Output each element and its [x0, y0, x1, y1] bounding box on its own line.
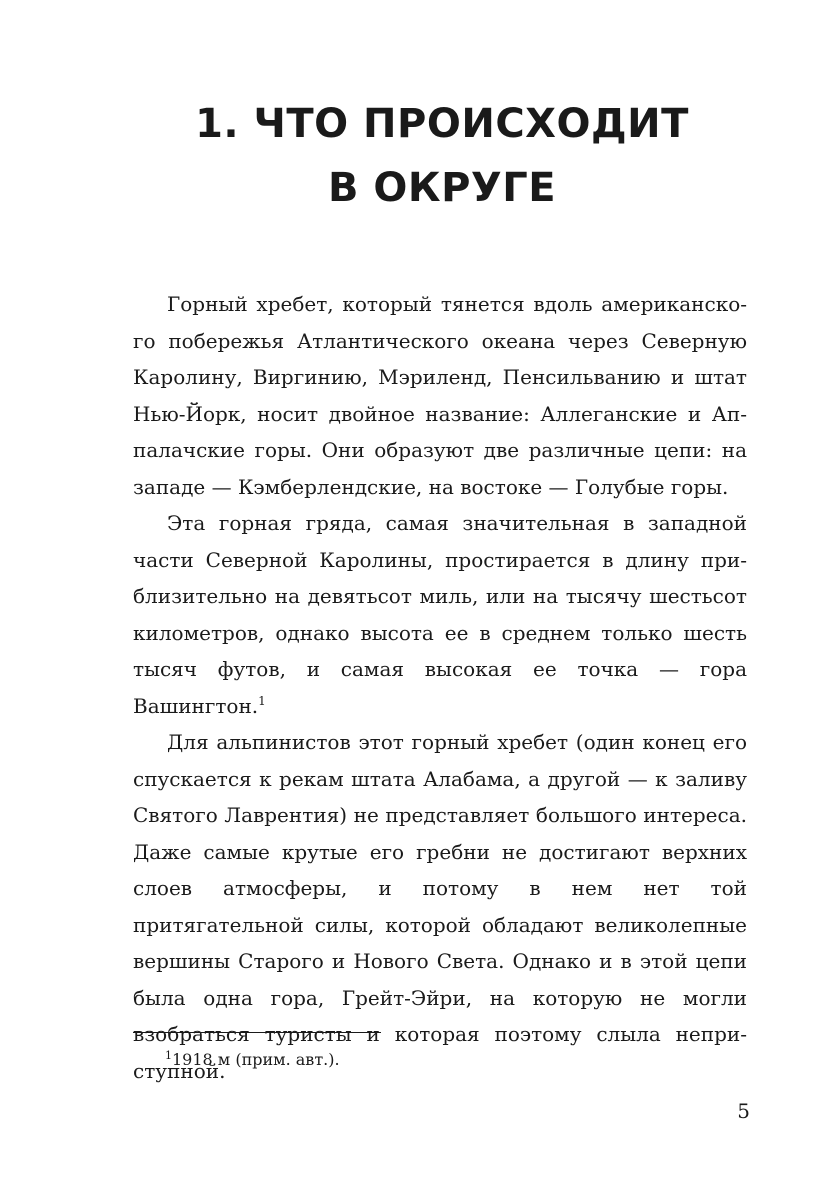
- paragraph-1: Горный хребет, который тянется вдоль американского побережья Атлантического океана через Северную Каролину, Виргинию, Мэриленд, Пенсильванию и штат Нью-Йорк, носит двойное название: Аллеганские и Аппалачские горы. Они образуют две различные цепи: на западе — Кэмберлендские, на востоке — Голубые горы.: [133, 292, 747, 499]
- body-text: [133, 286, 747, 1089]
- footnote-divider: [133, 1032, 381, 1033]
- chapter-title-line-1: 1. ЧТО ПРОИСХОДИТ: [195, 101, 689, 147]
- footnote-text: 1918 м (прим. авт.).: [172, 1050, 340, 1069]
- paragraph-2-text: Эта горная гряда, самая значительная в западной части Северной Каролины, простирается в длину приблизительно на девятьсот миль, или на тысячу шестьсот километров, однако высота ее в среднем только шесть тысяч футов, и самая высокая ее точка — гора Вашингтон.: [133, 511, 747, 718]
- paragraph-3: Для альпинистов этот горный хребет (один конец его спускается к рекам штата Алабама, а другой — к заливу Святого Лаврентия) не представляет большого интереса. Даже самые крутые его гребни не достигают верхних слоев атмосферы, и потому в нем нет той притягательной силы, которой обладают великолепные вершины Старого и Нового Света. Однако и в этой цепи была одна гора, Грейт-Эйри, на которую не могли взобраться туристы и которая поэтому слыла неприступной.: [133, 730, 747, 1083]
- footnote: [165, 1049, 340, 1071]
- footnote-mark: 1: [165, 1049, 172, 1062]
- chapter-title: [0, 92, 840, 220]
- page-number: 5: [737, 1099, 750, 1123]
- chapter-title-line-2: В ОКРУГЕ: [327, 165, 557, 211]
- paragraph-2: [133, 505, 747, 724]
- footnote-reference: 1: [258, 693, 266, 708]
